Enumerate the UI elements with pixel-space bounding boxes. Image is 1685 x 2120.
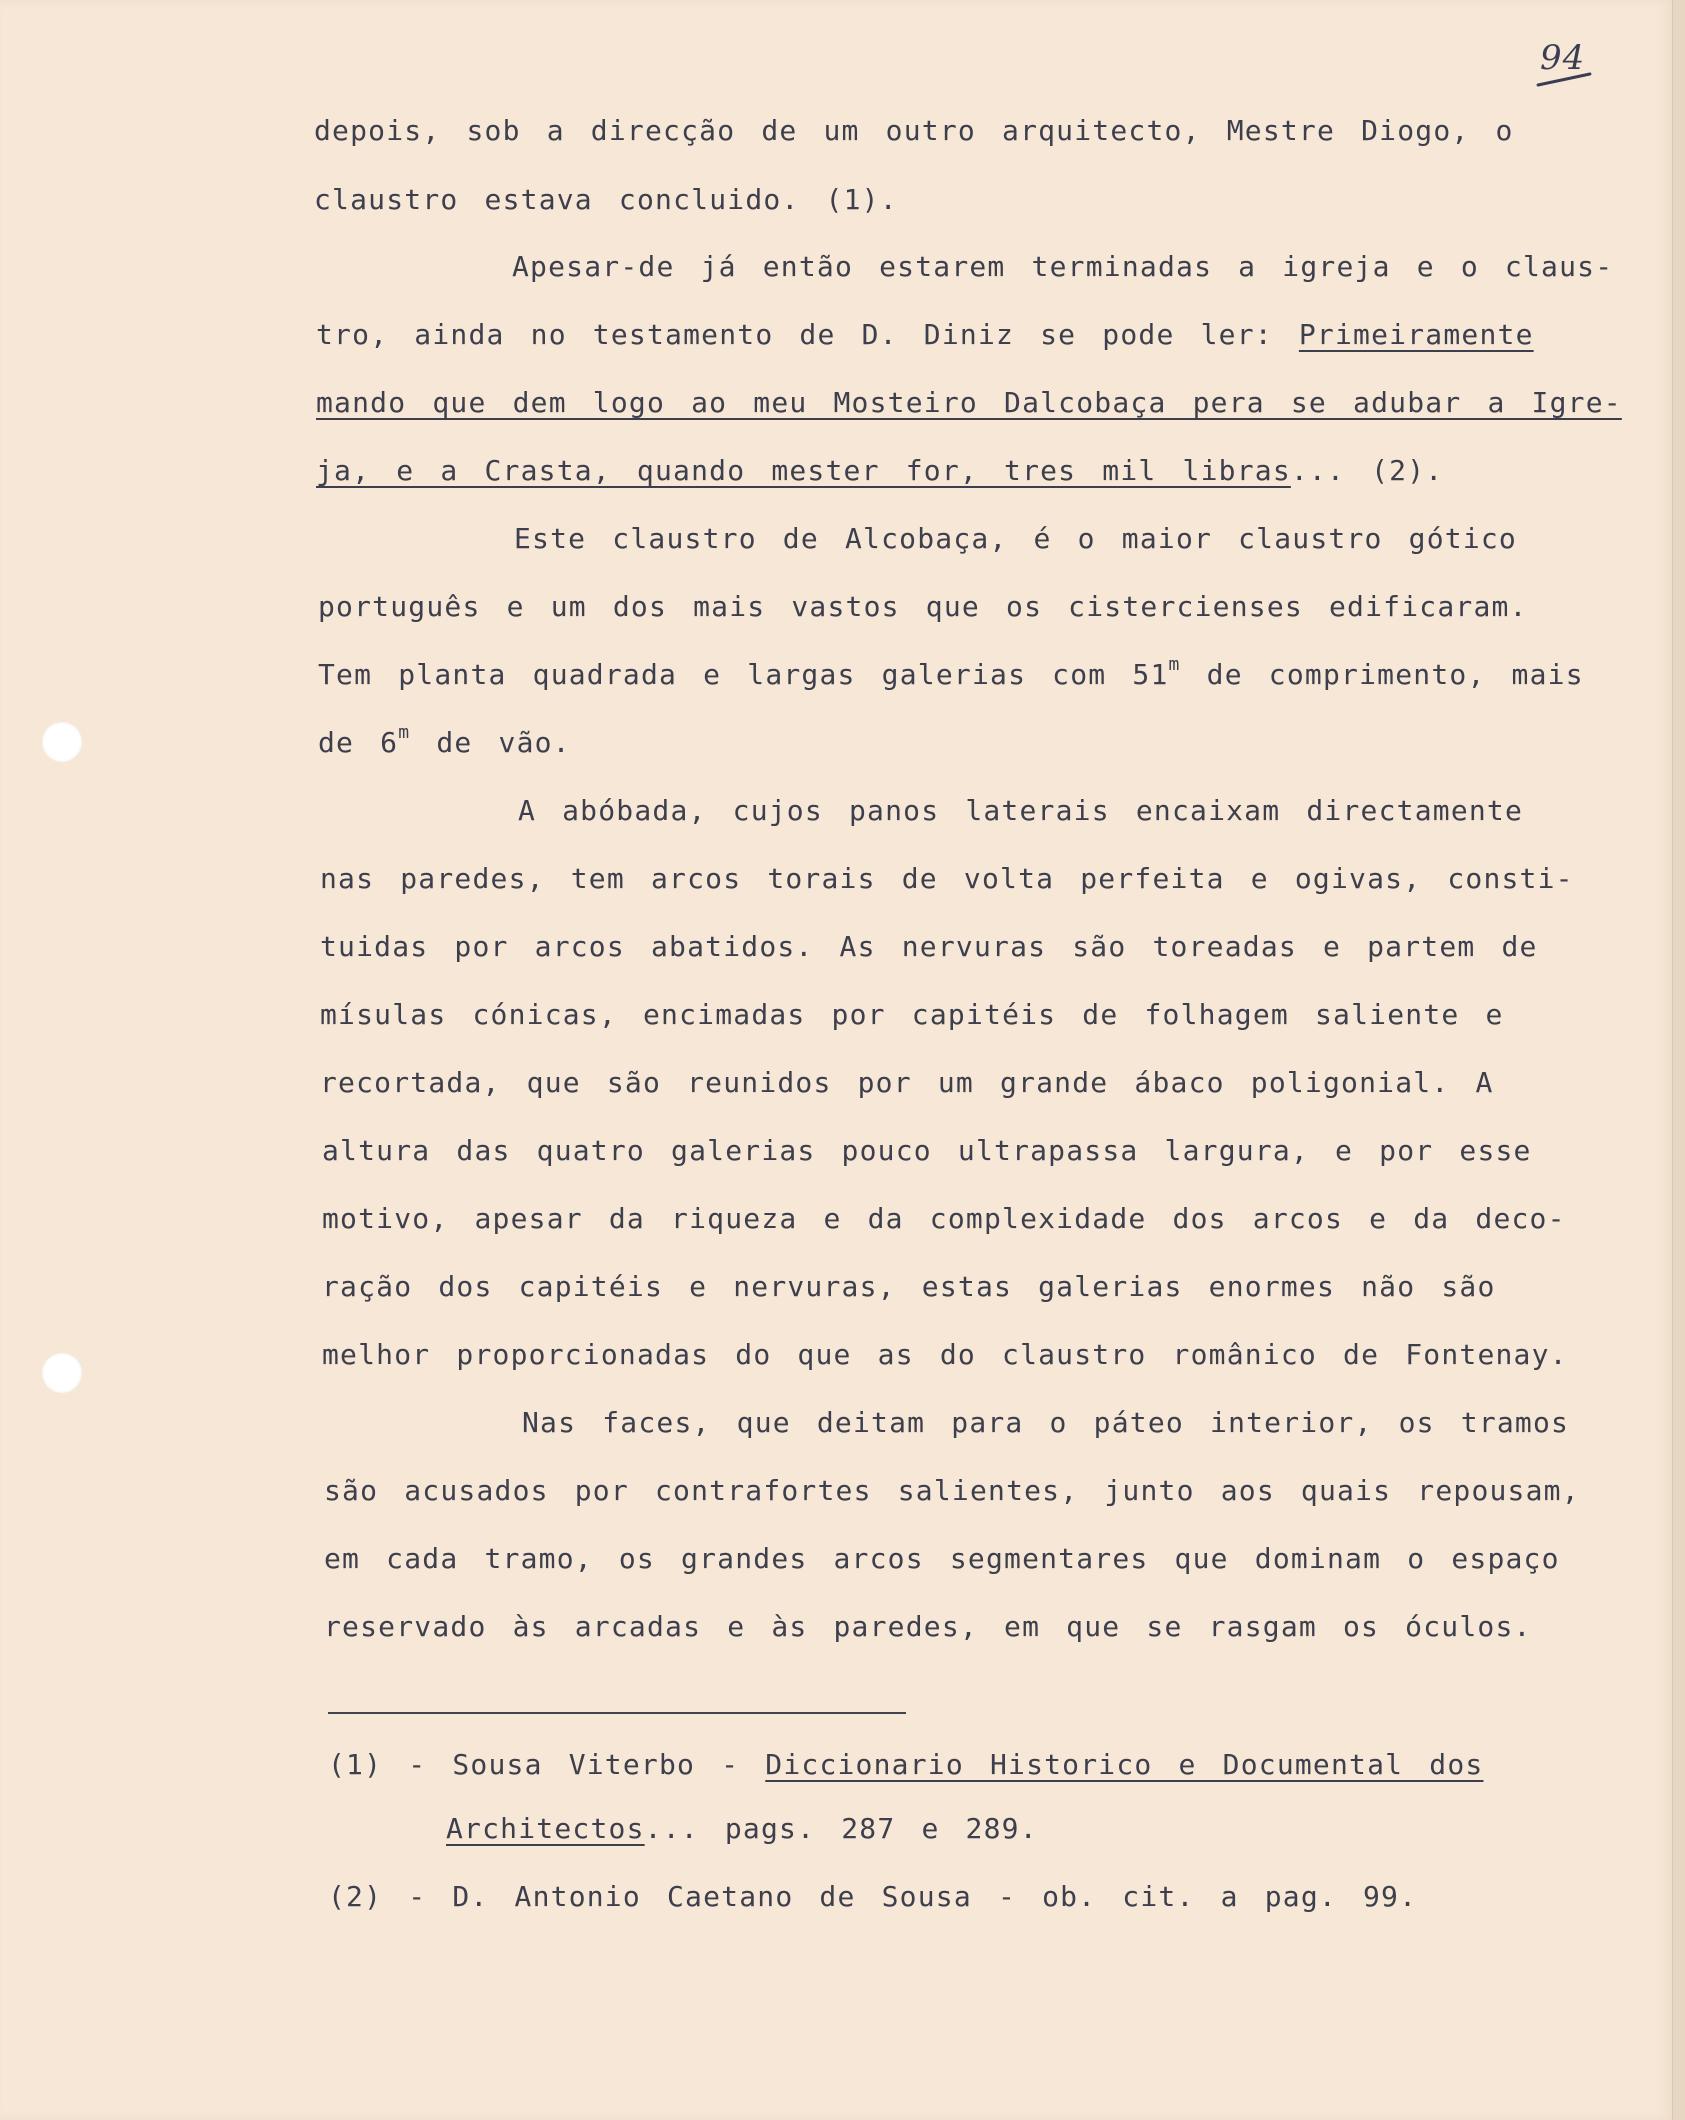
text-line: português e um dos mais vastos que os cistercienses edificaram. [318,590,1528,623]
footnote-title-underlined: Architectos [446,1812,645,1845]
text-line: ração dos capitéis e nervuras, estas galerias enormes não são [322,1270,1496,1303]
footnote-1-continued [446,1812,1038,1845]
text-segment: de comprimento, mais [1180,658,1584,691]
page-number: 94 [1540,38,1586,78]
text-segment: ... (2). [1290,454,1444,487]
footnote-2: (2) - D. Antonio Caetano de Sousa - ob. cit. a pag. 99. [328,1880,1418,1913]
punch-hole [42,722,82,762]
text-line: motivo, apesar da riqueza e da complexidade dos arcos e da deco- [322,1202,1566,1235]
quotation-underlined: Primeiramente [1298,318,1534,351]
text-segment: de 6 [318,726,399,759]
text-line: tuidas por arcos abatidos. As nervuras são toreadas e partem de [320,930,1538,963]
text-line: Nas faces, que deitam para o páteo interior, os tramos [522,1406,1570,1439]
text-line: nas paredes, tem arcos torais de volta perfeita e ogivas, consti- [320,862,1574,895]
text-line: mísulas cónicas, encimadas por capitéis de folhagem saliente e [320,998,1504,1031]
page-edge [1672,0,1685,2120]
footnote-1 [328,1748,1483,1781]
text-segment: tro, ainda no testamento de D. Diniz se pode ler: [316,318,1299,351]
text-line: altura das quatro galerias pouco ultrapassa largura, e por esse [322,1134,1532,1167]
text-line: recortada, que são reunidos por um grande ábaco poligonial. A [320,1066,1494,1099]
text-line: depois, sob a direcção de um outro arquitecto, Mestre Diogo, o [314,114,1514,147]
text-line: são acusados por contrafortes salientes, junto aos quais repousam, [324,1474,1580,1507]
text-line [318,654,1584,691]
text-line [318,722,571,759]
text-segment: de vão. [410,726,571,759]
text-line: A abóbada, cujos panos laterais encaixam directamente [518,794,1524,827]
punch-hole [42,1353,82,1393]
text-line: em cada tramo, os grandes arcos segmentares que dominam o espaço [324,1542,1560,1575]
superscript: m [398,722,411,743]
text-line: Apesar-de já então estarem terminadas a igreja e o claus- [512,250,1614,283]
footnote-title-underlined: Diccionario Historico e Documental dos [765,1748,1484,1781]
text-segment: Tem planta quadrada e largas galerias com 51 [318,658,1169,691]
text-line: reservado às arcadas e às paredes, em que se rasgam os óculos. [324,1610,1532,1643]
text-line: claustro estava concluido. (1). [314,183,898,216]
quotation-underlined: mando que dem logo ao meu Mosteiro Dalcobaça pera se adubar a Igre- [316,386,1622,419]
footnote-text: (1) - Sousa Viterbo - [328,1748,766,1781]
text-line [316,454,1443,487]
superscript: m [1168,654,1181,675]
footnote-text: ... pags. 287 e 289. [644,1812,1038,1845]
quotation-underlined: ja, e a Crasta, quando mester for, tres mil libras [316,454,1291,487]
footnote-separator [328,1712,906,1714]
text-line: Este claustro de Alcobaça, é o maior claustro gótico [514,522,1517,555]
text-line [316,318,1534,351]
text-line: melhor proporcionadas do que as do claustro românico de Fontenay. [322,1338,1568,1371]
